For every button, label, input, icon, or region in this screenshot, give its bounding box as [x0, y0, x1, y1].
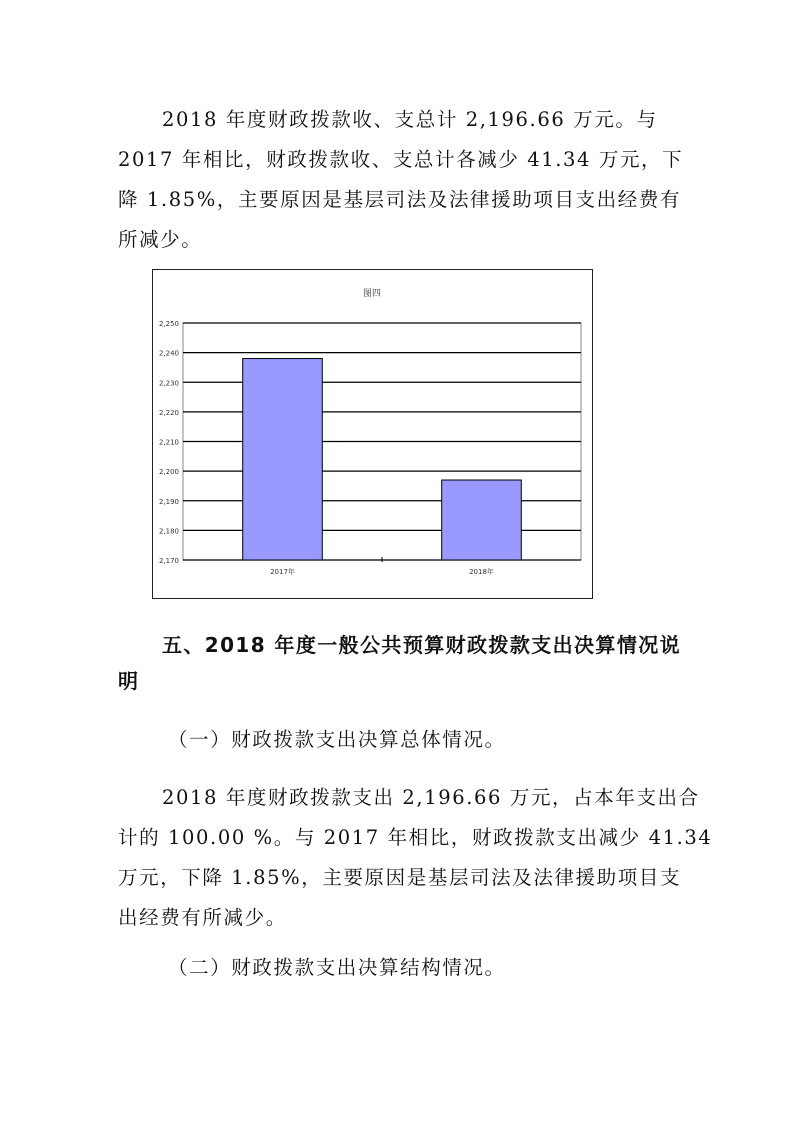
paragraph-line: 所减少。	[118, 228, 203, 251]
heading-line: 明	[118, 669, 140, 693]
y-tick-label: 2,240	[158, 349, 179, 358]
heading-line: 五、2018 年度一般公共预算财政拨款支出决算情况说	[162, 633, 682, 657]
paragraph-financial-totals	[118, 100, 684, 260]
paragraph-line: 2017 年相比，财政拨款收、支总计各减少 41.34 万元，下	[118, 148, 684, 171]
y-tick-label: 2,250	[158, 320, 179, 328]
bar	[442, 480, 522, 560]
y-tick-label: 2,200	[158, 468, 179, 477]
paragraph-line: 2018 年度财政拨款支出 2,196.66 万元，占本年支出合	[162, 786, 700, 809]
y-tick-label: 2,210	[158, 438, 179, 447]
paragraph-line: 降 1.85%，主要原因是基层司法及法律援助项目支出经费有	[118, 188, 682, 211]
y-tick-label: 2,180	[158, 527, 179, 536]
bar-chart-figure	[152, 269, 593, 599]
x-tick-label: 2018年	[469, 568, 494, 576]
section-heading	[118, 627, 698, 699]
y-tick-label: 2,220	[158, 408, 179, 417]
bar	[243, 359, 323, 560]
y-tick-label: 2,190	[158, 497, 179, 506]
paragraph-line: 出经费有所减少。	[118, 906, 287, 929]
paragraph-line: 万元，下降 1.85%，主要原因是基层司法及法律援助项目支	[118, 866, 682, 889]
subheading-overall: （一）财政拨款支出决算总体情况。	[168, 728, 506, 751]
x-tick-label: 2017年	[270, 568, 295, 576]
chart-title: 图四	[362, 289, 382, 299]
paragraph-expenditure-overall	[118, 778, 713, 938]
paragraph-line: 2018 年度财政拨款收、支总计 2,196.66 万元。与	[162, 108, 658, 131]
bar-chart-svg	[153, 270, 592, 598]
y-tick-label: 2,170	[158, 557, 179, 565]
y-tick-label: 2,230	[158, 379, 179, 388]
subheading-structure: （二）财政拨款支出决算结构情况。	[168, 956, 506, 979]
paragraph-line: 计的 100.00 %。与 2017 年相比，财政拨款支出减少 41.34	[118, 826, 713, 849]
